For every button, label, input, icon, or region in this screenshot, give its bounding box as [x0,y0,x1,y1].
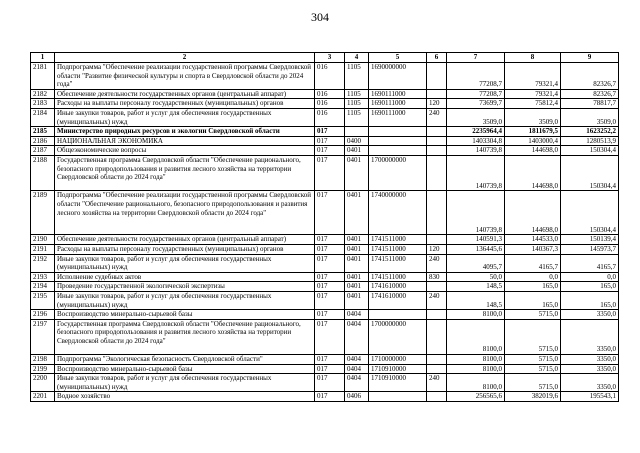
expense-type-code: 240 [427,254,447,272]
ministry-code: 017 [315,136,345,146]
amount-year-2: 4165,7 [505,254,561,272]
amount-year-1: 8100,0 [447,319,505,354]
item-name: Государственная программа Свердловской области "Обеспечение рационального, безопасного природопользования и развития лесного хозяйства на территории Свердловской области до 2024 года" [55,319,315,354]
section-code: 1105 [345,108,369,126]
item-name: Подпрограмма "Обеспечение реализации государственной программы Свердловской области "Обеспечение рационального, безопасного природопользования и развития лесного хозяйства на территории Свердловской области до 2024 года" [55,191,315,235]
item-name: Обеспечение деятельности государственных органов (центральный аппарат) [55,235,315,245]
expense-type-code [427,364,447,374]
amount-year-2: 1811679,5 [505,127,561,137]
amount-year-2: 5715,0 [505,355,561,365]
item-name: Иные закупки товаров, работ и услуг для обеспечения государственных (муниципальных) нужд [55,254,315,272]
target-code: 1741511000 [369,272,427,282]
target-code [369,146,427,156]
amount-year-3: 150304,4 [561,146,619,156]
amount-year-3: 150304,4 [561,191,619,235]
table-row [31,254,619,272]
section-code [345,127,369,137]
page-number: 304 [311,10,329,24]
ministry-code: 017 [315,291,345,309]
section-code: 1105 [345,99,369,109]
amount-year-1: 8100,0 [447,364,505,374]
item-name: Иные закупки товаров, работ и услуг для обеспечения государственных (муниципальных) нужд [55,291,315,309]
amount-year-2: 144698,0 [505,146,561,156]
item-name: Проведение государственной экологической экспертизы [55,282,315,292]
expense-type-code: 240 [427,108,447,126]
target-code [369,127,427,137]
target-code: 1741511000 [369,254,427,272]
section-code: 0404 [345,355,369,365]
amount-year-2: 1403000,4 [505,136,561,146]
item-name: Государственная программа Свердловской области "Обеспечение рационального, безопасного природопользования и развития лесного хозяйства на территории Свердловской области до 2024 года" [55,155,315,190]
expense-type-code: 240 [427,374,447,392]
section-code: 0404 [345,319,369,354]
row-number: 2196 [31,310,55,320]
item-name: НАЦИОНАЛЬНАЯ ЭКОНОМИКА [55,136,315,146]
expense-type-code: 830 [427,272,447,282]
section-code: 0401 [345,146,369,156]
amount-year-3: 4165,7 [561,254,619,272]
column-header-8: 8 [505,53,561,63]
row-number: 2201 [31,392,55,402]
item-name: Подпрограмма "Обеспечение реализации государственной программы Свердловской области "Развитие физической культуры и спорта в Свердловской области до 2024 года" [55,63,315,90]
row-number: 2185 [31,127,55,137]
target-code: 1741511000 [369,235,427,245]
expense-type-code [427,63,447,90]
amount-year-2: 144698,0 [505,191,561,235]
section-code: 0401 [345,235,369,245]
amount-year-2: 0,0 [505,272,561,282]
ministry-code: 017 [315,235,345,245]
amount-year-1: 50,0 [447,272,505,282]
table-row [31,364,619,374]
section-code: 0401 [345,191,369,235]
table-row [31,355,619,365]
amount-year-3: 3509,0 [561,108,619,126]
amount-year-1: 73699,7 [447,99,505,109]
amount-year-1: 4095,7 [447,254,505,272]
row-number: 2186 [31,136,55,146]
row-number: 2195 [31,291,55,309]
amount-year-3: 150304,4 [561,155,619,190]
row-number: 2192 [31,254,55,272]
table-row [31,282,619,292]
table-row [31,244,619,254]
table-row [31,89,619,99]
amount-year-2: 165,0 [505,291,561,309]
amount-year-2: 165,0 [505,282,561,292]
ministry-code: 017 [315,392,345,402]
item-name: Расходы на выплаты персоналу государственных (муниципальных) органов [55,99,315,109]
column-header-1: 1 [31,53,55,63]
item-name: Иные закупки товаров, работ и услуг для обеспечения государственных (муниципальных) нужд [55,108,315,126]
table-row [31,191,619,235]
row-number: 2194 [31,282,55,292]
table-row [31,108,619,126]
expense-type-code [427,127,447,137]
section-code: 0406 [345,392,369,402]
target-code: 1690111000 [369,99,427,109]
row-number: 2181 [31,63,55,90]
amount-year-3: 145973,7 [561,244,619,254]
ministry-code: 017 [315,272,345,282]
ministry-code: 016 [315,108,345,126]
amount-year-1: 2235964,4 [447,127,505,137]
amount-year-1: 148,5 [447,291,505,309]
target-code: 1740000000 [369,191,427,235]
amount-year-2: 140367,3 [505,244,561,254]
section-code: 0404 [345,364,369,374]
table-row [31,272,619,282]
amount-year-1: 140739,8 [447,155,505,190]
amount-year-3: 165,0 [561,291,619,309]
amount-year-3: 1280513,9 [561,136,619,146]
ministry-code: 017 [315,355,345,365]
expense-type-code [427,310,447,320]
ministry-code: 017 [315,146,345,156]
row-number: 2191 [31,244,55,254]
row-number: 2182 [31,89,55,99]
column-header-7: 7 [447,53,505,63]
amount-year-1: 1403304,8 [447,136,505,146]
amount-year-3: 195543,1 [561,392,619,402]
section-code: 0401 [345,155,369,190]
section-code: 0401 [345,244,369,254]
ministry-code: 017 [315,191,345,235]
expense-type-code [427,392,447,402]
table-row [31,392,619,402]
target-code [369,310,427,320]
amount-year-3: 3350,0 [561,364,619,374]
amount-year-2: 5715,0 [505,374,561,392]
item-name: Подпрограмма "Экологическая безопасность Свердловской области" [55,355,315,365]
expense-type-code [427,146,447,156]
amount-year-1: 140739,8 [447,191,505,235]
item-name: Воспроизводство минерально-сырьевой базы [55,310,315,320]
column-header-4: 4 [345,53,369,63]
item-name: Иные закупки товаров, работ и услуг для обеспечения государственных (муниципальных) нужд [55,374,315,392]
ministry-code: 017 [315,319,345,354]
ministry-code: 017 [315,244,345,254]
expense-type-code [427,136,447,146]
target-code: 1690111000 [369,108,427,126]
section-code: 0404 [345,374,369,392]
amount-year-1: 77208,7 [447,89,505,99]
amount-year-2: 382019,6 [505,392,561,402]
target-code [369,392,427,402]
row-number: 2197 [31,319,55,354]
amount-year-2: 75812,4 [505,99,561,109]
row-number: 2189 [31,191,55,235]
amount-year-3: 165,0 [561,282,619,292]
header-row [31,53,619,63]
expense-type-code: 120 [427,244,447,254]
row-number: 2200 [31,374,55,392]
amount-year-1: 8100,0 [447,355,505,365]
amount-year-1: 256565,6 [447,392,505,402]
ministry-code: 016 [315,99,345,109]
ministry-code: 017 [315,254,345,272]
table-row [31,99,619,109]
target-code: 1710910000 [369,364,427,374]
item-name: Обеспечение деятельности государственных органов (центральный аппарат) [55,89,315,99]
ministry-code: 017 [315,374,345,392]
row-number: 2188 [31,155,55,190]
amount-year-1: 8100,0 [447,310,505,320]
expense-type-code [427,191,447,235]
amount-year-1: 136445,6 [447,244,505,254]
expense-type-code [427,282,447,292]
amount-year-2: 3509,0 [505,108,561,126]
amount-year-1: 77208,7 [447,63,505,90]
amount-year-2: 79321,4 [505,89,561,99]
ministry-code: 016 [315,63,345,90]
section-code: 1105 [345,63,369,90]
column-header-9: 9 [561,53,619,63]
table-row [31,310,619,320]
table-row [31,235,619,245]
ministry-code: 017 [315,155,345,190]
target-code: 1741610000 [369,282,427,292]
target-code: 1690000000 [369,63,427,90]
amount-year-1: 148,5 [447,282,505,292]
amount-year-2: 5715,0 [505,319,561,354]
expense-type-code: 120 [427,99,447,109]
table-row [31,374,619,392]
item-name: Расходы на выплаты персоналу государственных (муниципальных) органов [55,244,315,254]
budget-table [30,52,619,402]
expense-type-code [427,155,447,190]
column-header-3: 3 [315,53,345,63]
item-name: Министерство природных ресурсов и экологии Свердловской области [55,127,315,137]
item-name: Воспроизводство минерально-сырьевой базы [55,364,315,374]
target-code: 1710000000 [369,355,427,365]
amount-year-3: 150139,4 [561,235,619,245]
amount-year-2: 5715,0 [505,364,561,374]
amount-year-3: 3350,0 [561,319,619,354]
column-header-2: 2 [55,53,315,63]
section-code: 0401 [345,282,369,292]
target-code [369,136,427,146]
amount-year-2: 144533,0 [505,235,561,245]
target-code: 1741511000 [369,244,427,254]
ministry-code: 017 [315,282,345,292]
column-header-5: 5 [369,53,427,63]
item-name: Исполнение судебных актов [55,272,315,282]
section-code: 1105 [345,89,369,99]
section-code: 0404 [345,310,369,320]
item-name: Водное хозяйство [55,392,315,402]
amount-year-2: 79321,4 [505,63,561,90]
table-row [31,291,619,309]
section-code: 0401 [345,272,369,282]
amount-year-3: 3350,0 [561,310,619,320]
section-code: 0400 [345,136,369,146]
amount-year-1: 8100,0 [447,374,505,392]
column-header-6: 6 [427,53,447,63]
amount-year-3: 3350,0 [561,374,619,392]
section-code: 0401 [345,291,369,309]
amount-year-2: 5715,0 [505,310,561,320]
table-row [31,127,619,137]
amount-year-3: 1623252,2 [561,127,619,137]
row-number: 2187 [31,146,55,156]
table-row [31,63,619,90]
table-row [31,136,619,146]
target-code: 1741610000 [369,291,427,309]
ministry-code: 017 [315,364,345,374]
target-code: 1690111000 [369,89,427,99]
amount-year-3: 3350,0 [561,355,619,365]
target-code: 1700000000 [369,319,427,354]
ministry-code: 017 [315,310,345,320]
expense-type-code [427,89,447,99]
amount-year-1: 140591,3 [447,235,505,245]
amount-year-1: 3509,0 [447,108,505,126]
amount-year-2: 144698,0 [505,155,561,190]
row-number: 2190 [31,235,55,245]
row-number: 2199 [31,364,55,374]
target-code: 1700000000 [369,155,427,190]
ministry-code: 017 [315,127,345,137]
expense-type-code [427,319,447,354]
item-name: Общеэкономические вопросы [55,146,315,156]
table-row [31,146,619,156]
row-number: 2198 [31,355,55,365]
row-number: 2184 [31,108,55,126]
table-row [31,319,619,354]
section-code: 0401 [345,254,369,272]
table-row [31,155,619,190]
amount-year-1: 140739,8 [447,146,505,156]
amount-year-3: 82326,7 [561,89,619,99]
row-number: 2183 [31,99,55,109]
expense-type-code [427,235,447,245]
expense-type-code: 240 [427,291,447,309]
amount-year-3: 78817,7 [561,99,619,109]
target-code: 1710910000 [369,374,427,392]
amount-year-3: 82326,7 [561,63,619,90]
amount-year-3: 0,0 [561,272,619,282]
ministry-code: 016 [315,89,345,99]
expense-type-code [427,355,447,365]
row-number: 2193 [31,272,55,282]
